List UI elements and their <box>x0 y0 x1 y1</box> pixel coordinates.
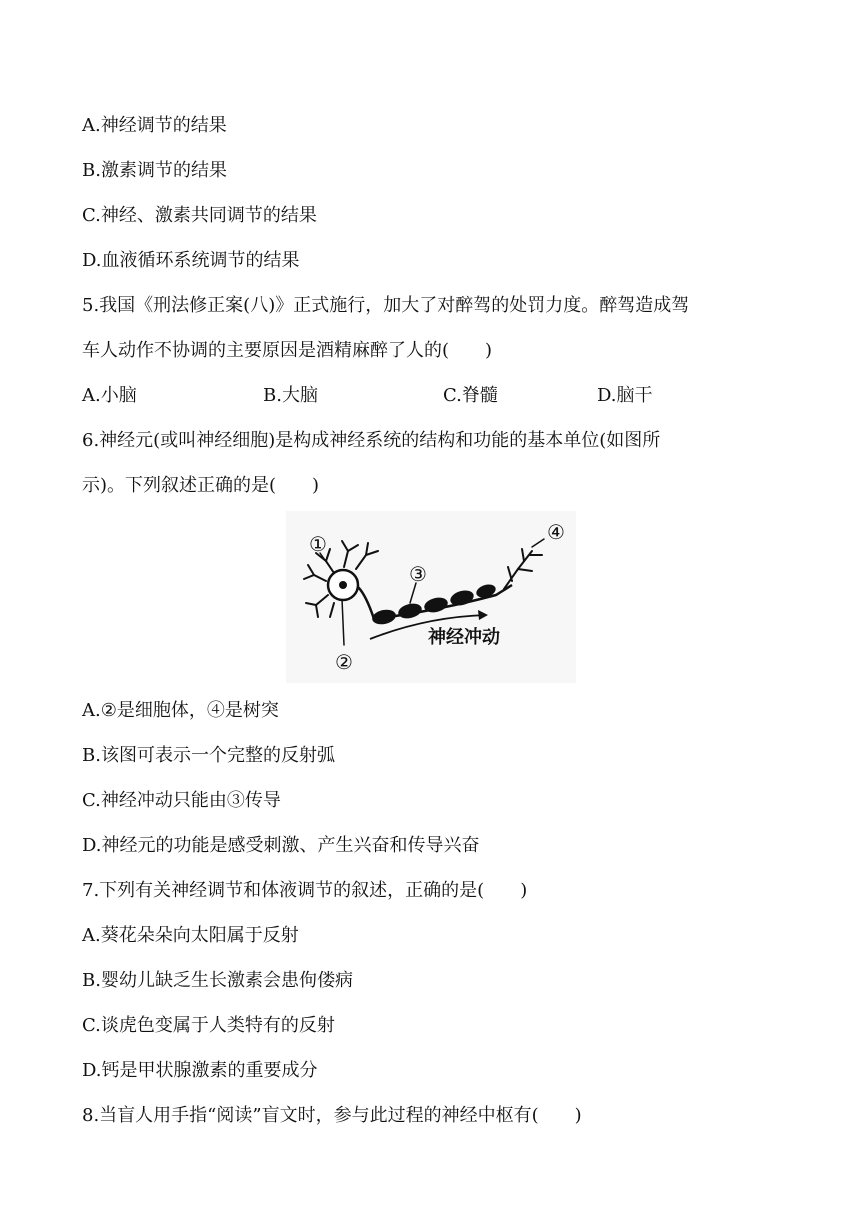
option-6c: C.神经冲动只能由③传导 <box>82 790 281 811</box>
label-1: ① <box>309 532 327 556</box>
option-7a: A.葵花朵朵向太阳属于反射 <box>82 925 299 946</box>
question-5-line1: 5.我国《刑法修正案(八)》正式施行，加大了对醉驾的处罚力度。醉驾造成驾 <box>82 295 690 316</box>
question-5-line2: 车人动作不协调的主要原因是酒精麻醉了人的( ) <box>82 340 493 361</box>
option-4a: A.神经调节的结果 <box>82 115 227 136</box>
label-2: ② <box>335 650 353 674</box>
question-6-line1: 6.神经元(或叫神经细胞)是构成神经系统的结构和功能的基本单位(如图所 <box>82 430 661 451</box>
option-7d: D.钙是甲状腺激素的重要成分 <box>82 1060 318 1081</box>
option-7b: B.婴幼儿缺乏生长激素会患佝偻病 <box>82 970 353 991</box>
neuron-diagram <box>286 511 576 683</box>
impulse-caption: 神经冲动 <box>428 627 500 648</box>
option-5d: D.脑干 <box>597 385 653 406</box>
label-3: ③ <box>409 562 427 586</box>
option-4b: B.激素调节的结果 <box>82 160 227 181</box>
question-6-line2: 示)。下列叙述正确的是( ) <box>82 475 320 496</box>
option-4d: D.血液循环系统调节的结果 <box>82 250 300 271</box>
option-6d: D.神经元的功能是感受刺激、产生兴奋和传导兴奋 <box>82 835 480 856</box>
option-5b: B.大脑 <box>263 385 318 406</box>
option-6b: B.该图可表示一个完整的反射弧 <box>82 745 335 766</box>
nucleus <box>339 581 347 589</box>
option-5a: A.小脑 <box>82 385 137 406</box>
label-4: ④ <box>547 520 565 544</box>
neuron-svg <box>286 511 576 683</box>
option-4c: C.神经、激素共同调节的结果 <box>82 205 317 226</box>
option-5c: C.脊髓 <box>443 385 498 406</box>
option-7c: C.谈虎色变属于人类特有的反射 <box>82 1015 335 1036</box>
question-8: 8.当盲人用手指“阅读”盲文时，参与此过程的神经中枢有( ) <box>82 1105 582 1126</box>
question-7: 7.下列有关神经调节和体液调节的叙述，正确的是( ) <box>82 880 528 901</box>
option-6a: A.②是细胞体，④是树突 <box>82 700 279 721</box>
